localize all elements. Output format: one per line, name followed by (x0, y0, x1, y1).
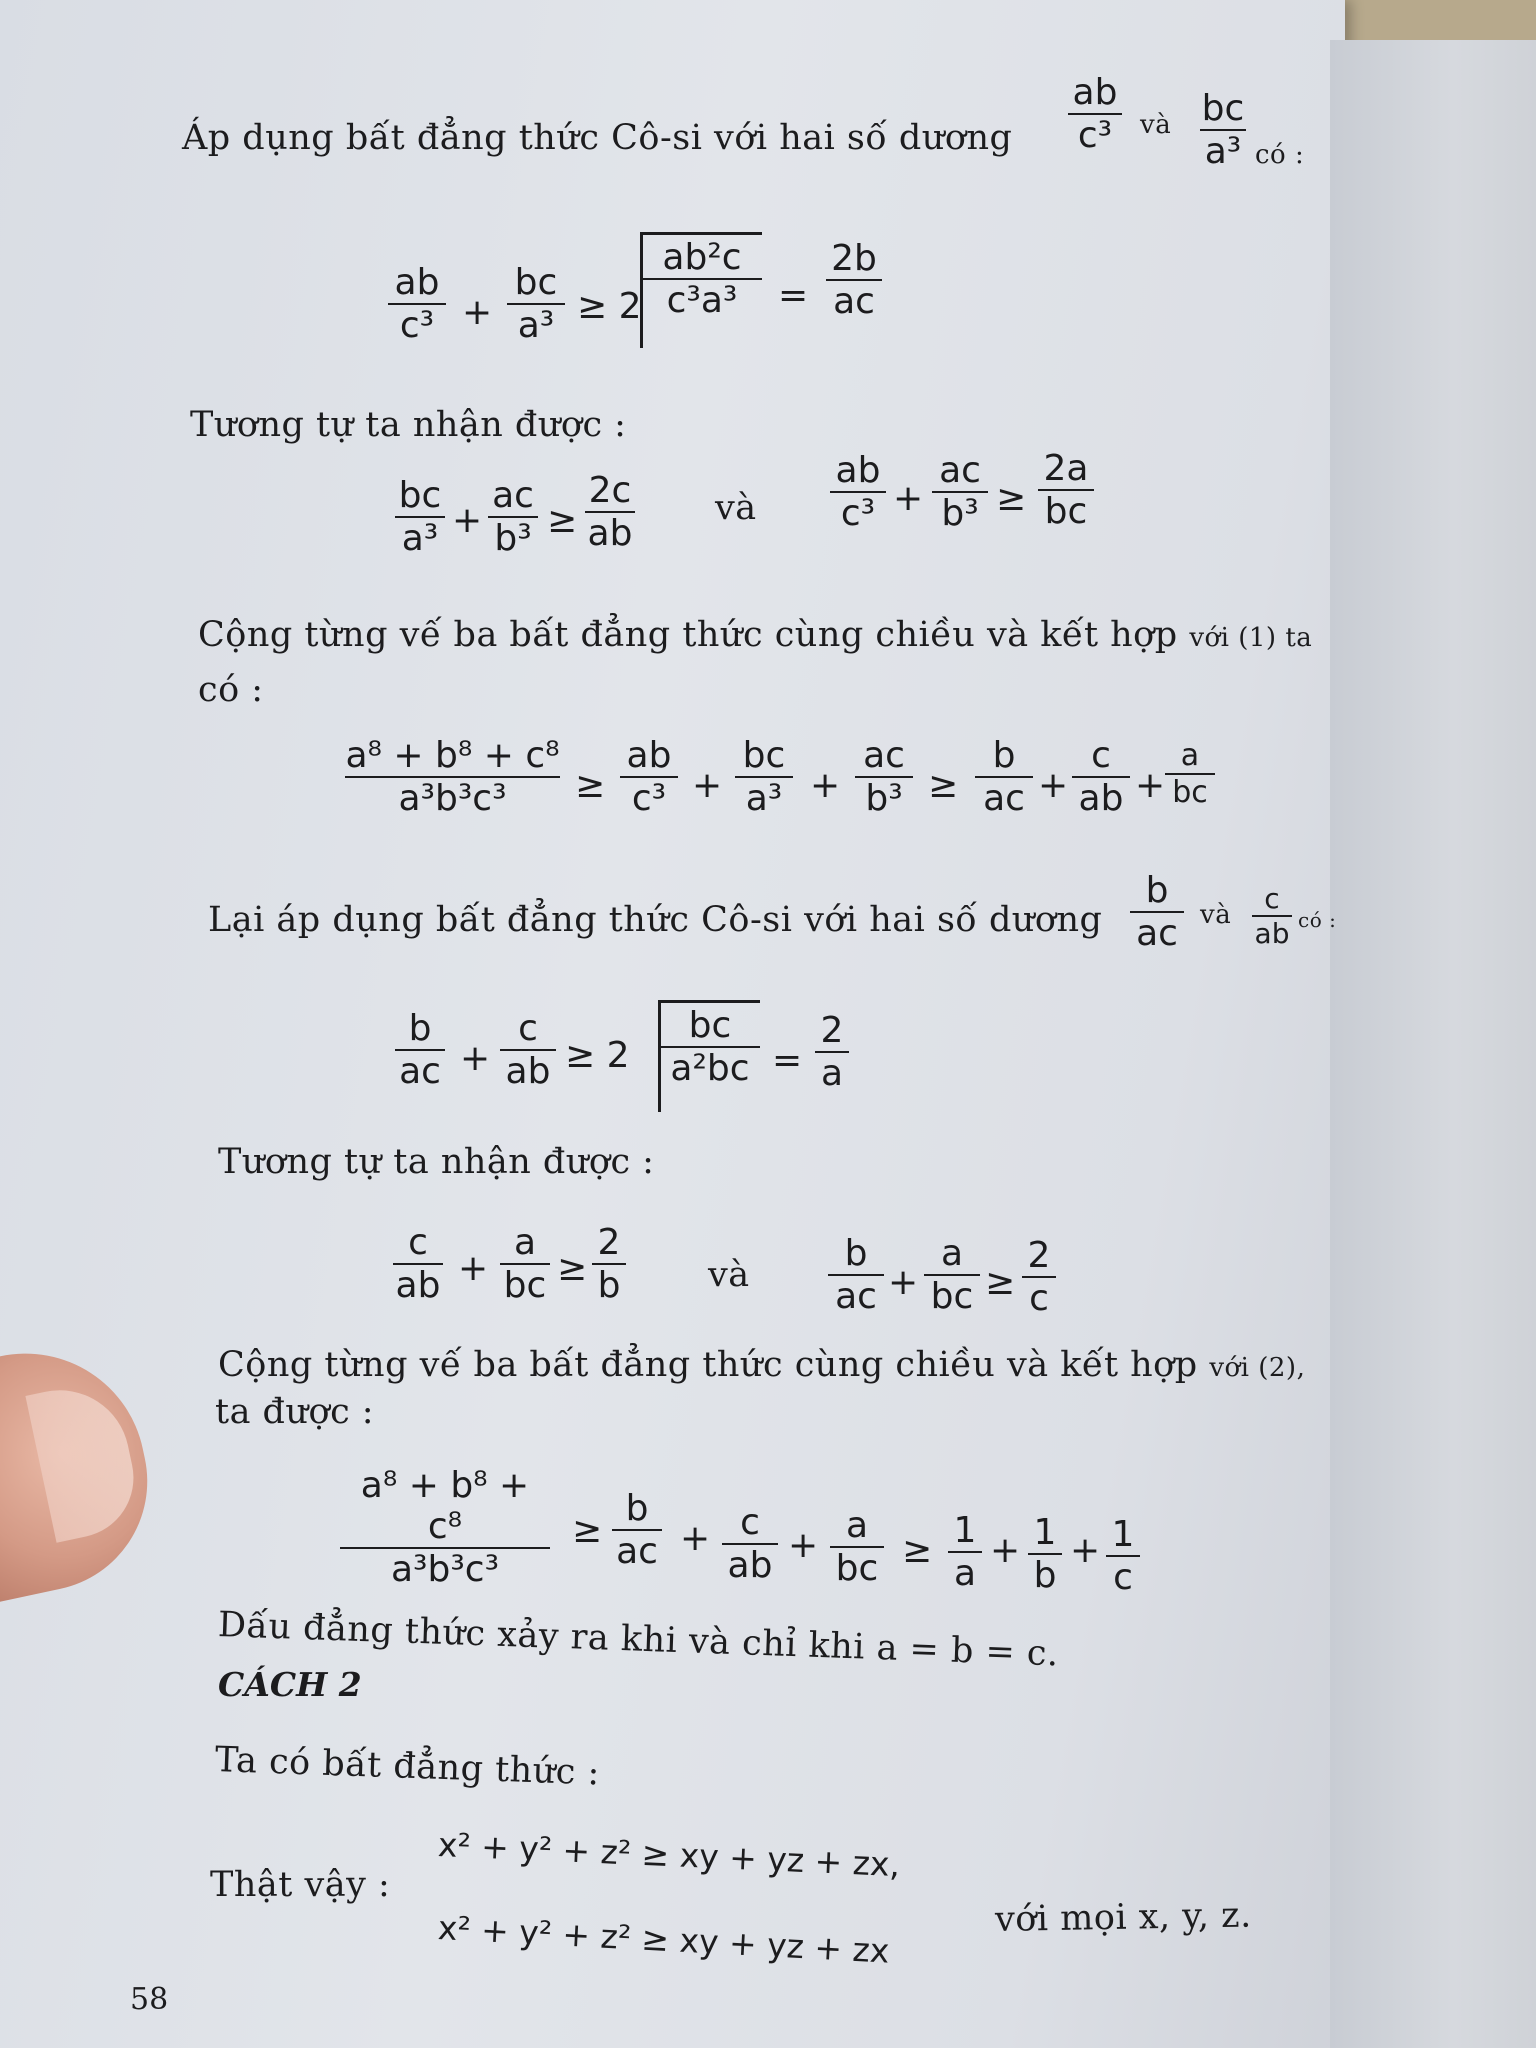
formula-5b-geq: ≥ (985, 1262, 1016, 1303)
radical-sign (624, 232, 643, 348)
formula-1-eq: = (778, 275, 809, 316)
paragraph-6: Tương tự ta nhận được : (218, 1142, 655, 1182)
formula-6-plus-2: + (788, 1525, 819, 1566)
paragraph-5: Lại áp dụng bất đẳng thức Cô-si với hai số dương (208, 900, 1103, 940)
formula-2b-result: 2a bc (1038, 448, 1094, 532)
formula-3-term-1: ab c³ (620, 735, 678, 819)
formula-5b-term-2: a bc (924, 1233, 980, 1317)
formula-3-term-4: b ac (975, 735, 1033, 819)
formula-6-term-6: 1 c (1106, 1514, 1140, 1598)
formula-2b-term-2: ac b³ (932, 450, 988, 534)
formula-4-plus: + (460, 1038, 491, 1079)
formula-1-term-2: bc a³ (507, 262, 565, 346)
formula-2b-plus: + (893, 478, 924, 519)
word-va-4: và (708, 1255, 750, 1295)
formula-2a-term-2: ac b³ (488, 475, 538, 559)
section-heading-cach-2: CÁCH 2 (218, 1665, 362, 1704)
formula-1-plus: + (462, 292, 493, 333)
formula-5a-result: 2 b (592, 1222, 626, 1306)
formula-5b-result: 2 c (1022, 1235, 1056, 1319)
formula-3-term-5: c ab (1072, 735, 1130, 819)
paragraph-9: Dấu đẳng thức xảy ra khi và chỉ khi a = b = c. (217, 1605, 1060, 1675)
formula-4-geq-2: ≥ 2 (565, 1035, 630, 1076)
next-page-edge (1330, 40, 1536, 2048)
formula-3-geq-2: ≥ (928, 765, 959, 806)
formula-6-geq-1: ≥ (572, 1510, 603, 1551)
formula-5a-geq: ≥ (557, 1248, 588, 1289)
radical-sign-2 (644, 1000, 661, 1112)
formula-5b-plus: + (888, 1262, 919, 1303)
formula-2b-geq: ≥ (996, 478, 1027, 519)
formula-3-plus-3: + (1038, 765, 1069, 806)
formula-2a-result: 2c ab (585, 470, 635, 554)
formula-5a-plus: + (458, 1248, 489, 1289)
paragraph-8a: Cộng từng vế ba bất đẳng thức cùng chiều và kết hợp với (2), (218, 1345, 1306, 1385)
paragraph-4b: có : (198, 670, 264, 710)
word-va: và (1140, 110, 1172, 140)
formula-3-term-2: bc a³ (735, 735, 793, 819)
inequality-line-1: x² + y² + z² ≥ xy + yz + zx, (437, 1825, 901, 1885)
formula-3-lhs: a⁸ + b⁸ + c⁸ a³b³c³ (345, 735, 560, 819)
formula-6-plus-1: + (680, 1518, 711, 1559)
text-for-all-xyz: với mọi x, y, z. (994, 1895, 1252, 1940)
formula-2b-term-1: ab c³ (830, 450, 886, 534)
word-va-2: và (715, 488, 757, 528)
formula-1-term-1: ab c³ (388, 262, 446, 346)
fraction-bc-a3: bc a³ (1201, 88, 1245, 172)
formula-6-lhs: a⁸ + b⁸ + c⁸ a³b³c³ (340, 1465, 550, 1590)
paragraph-4a: Cộng từng vế ba bất đẳng thức cùng chiều và kết hợp với (1) ta (198, 615, 1313, 655)
formula-2a-term-1: bc a³ (395, 475, 445, 559)
inequality-line-2: x² + y² + z² ≥ xy + yz + zx (436, 1908, 891, 1971)
formula-3-term-6: a bc (1165, 738, 1215, 810)
word-va-3: và (1200, 900, 1232, 930)
formula-6-term-1: b ac (612, 1488, 662, 1572)
formula-4-term-2: c ab (500, 1008, 556, 1092)
formula-6-geq-2: ≥ (902, 1530, 933, 1571)
formula-6-term-4: 1 a (948, 1510, 982, 1594)
formula-6-plus-3: + (990, 1530, 1021, 1571)
formula-4-sqrt: bc a²bc (660, 1000, 760, 1089)
formula-4-term-1: b ac (395, 1008, 445, 1092)
fraction-c-ab: c ab (1252, 882, 1292, 950)
formula-5a-term-1: c ab (393, 1222, 443, 1306)
paragraph-11-label: Thật vậy : (210, 1865, 391, 1905)
fraction-b-ac: b ac (1130, 870, 1184, 954)
paragraph-2: Tương tự ta nhận được : (190, 405, 627, 445)
formula-6-plus-4: + (1070, 1530, 1101, 1571)
word-co-2: có : (1298, 908, 1337, 932)
paragraph-8b: ta được : (215, 1392, 375, 1432)
formula-5a-term-2: a bc (500, 1222, 550, 1306)
formula-1-sqrt: ab²c c³a³ (642, 232, 762, 321)
paragraph-10: Ta có bất đẳng thức : (214, 1740, 601, 1794)
formula-3-plus-1: + (692, 765, 723, 806)
word-co: có : (1255, 140, 1305, 170)
formula-2a-plus: + (452, 500, 483, 541)
formula-6-term-5: 1 b (1028, 1512, 1062, 1596)
paragraph-1: Áp dụng bất đẳng thức Cô-si với hai số dương (182, 118, 1013, 158)
formula-3-plus-2: + (810, 765, 841, 806)
formula-4-eq: = (772, 1040, 803, 1081)
fraction-ab-c3: ab c³ (1068, 72, 1122, 156)
formula-1-geq-2: ≥ 2 (577, 286, 642, 327)
formula-3-term-3: ac b³ (855, 735, 913, 819)
formula-5b-term-1: b ac (828, 1233, 884, 1317)
page-number: 58 (130, 1982, 169, 2017)
formula-6-term-3: a bc (830, 1505, 884, 1589)
formula-3-geq-1: ≥ (575, 765, 606, 806)
formula-2a-geq: ≥ (547, 500, 578, 541)
formula-6-term-2: c ab (722, 1502, 778, 1586)
formula-1-result: 2b ac (826, 238, 882, 322)
formula-3-plus-4: + (1135, 765, 1166, 806)
formula-4-result: 2 a (815, 1010, 849, 1094)
